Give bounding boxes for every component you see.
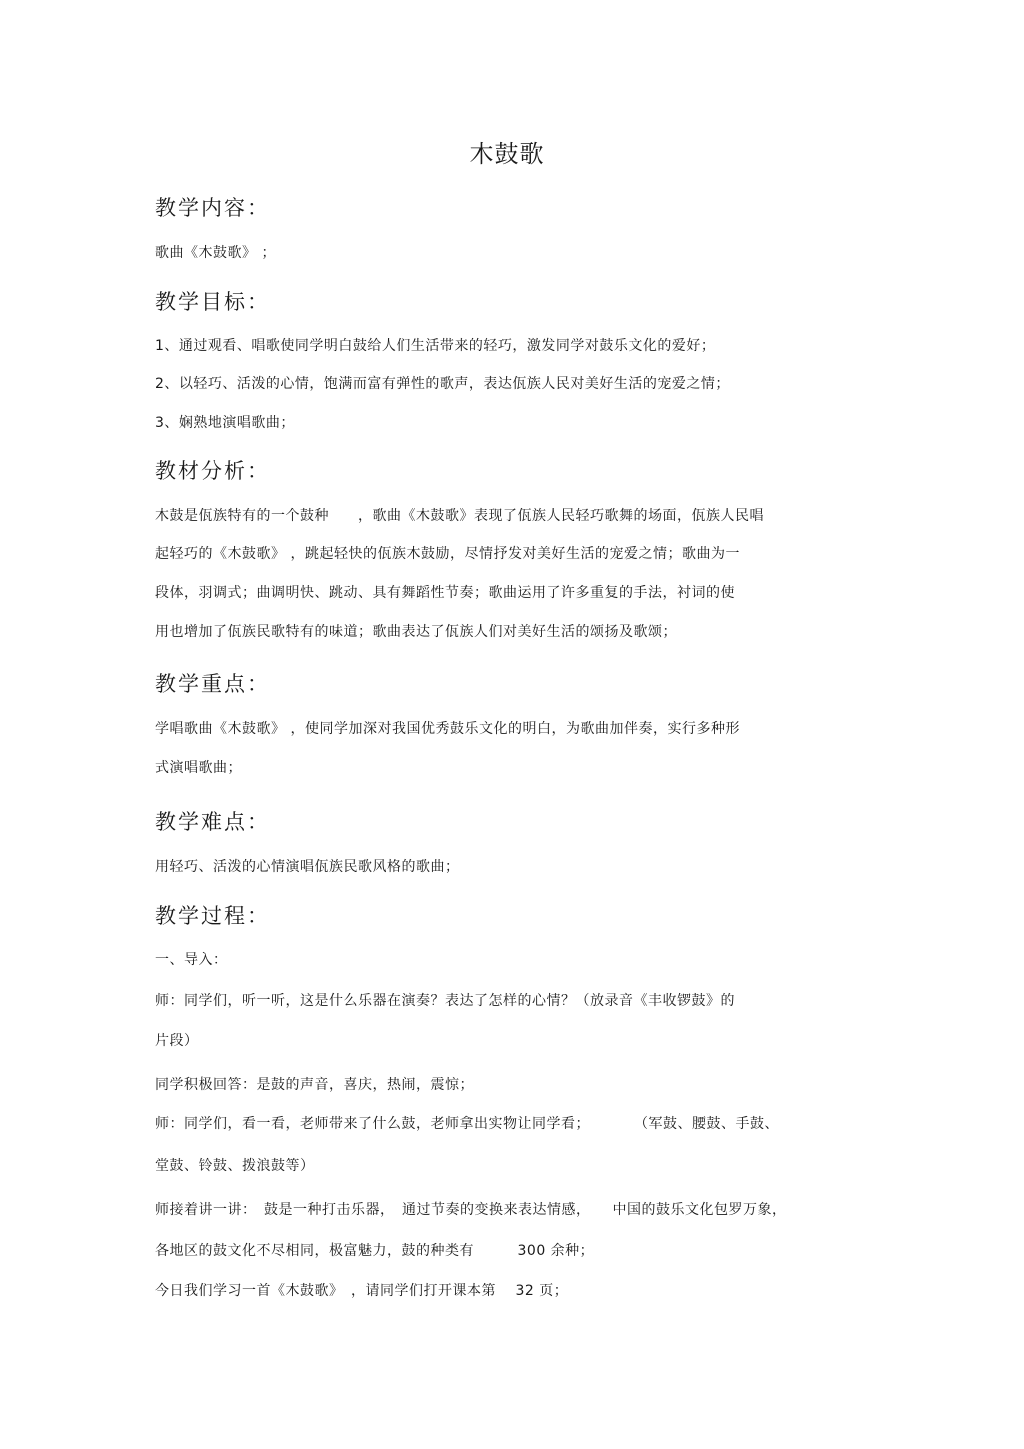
section-heading-teaching-goals: 教学目标： [155, 290, 270, 314]
paragraph: 各地区的鼓文化不尽相同，极富魅力，鼓的种类有 300 余种； [155, 1243, 595, 1259]
paragraph: 用轻巧、活泼的心情演唱佤族民歌风格的歌曲； [155, 859, 460, 875]
paragraph: 同学积极回答：是鼓的声音，喜庆，热闹，震惊； [155, 1077, 474, 1093]
section-heading-teaching-content: 教学内容： [155, 196, 270, 220]
paragraph: 师：同学们，听一听，这是什么乐器在演奏？表达了怎样的心情？（放录音《丰收锣鼓》的 [155, 993, 735, 1009]
section-heading-material-analysis: 教材分析： [155, 459, 270, 483]
paragraph: 1、通过观看、唱歌使同学明白鼓给人们生活带来的轻巧，激发同学对鼓乐文化的爱好； [155, 338, 716, 354]
paragraph: 2、以轻巧、活泼的心情，饱满而富有弹性的歌声，表达佤族人民对美好生活的宠爱之情； [155, 376, 730, 392]
section-heading-difficult-points: 教学难点： [155, 810, 270, 834]
document-title: 木鼓歌 [469, 140, 545, 168]
paragraph: 3、娴熟地演唱歌曲； [155, 415, 295, 431]
section-heading-key-points: 教学重点： [155, 672, 270, 696]
paragraph: 片段） [155, 1033, 199, 1049]
paragraph: 段体，羽调式；曲调明快、跳动、具有舞蹈性节奏；歌曲运用了许多重复的手法，衬词的使 [155, 585, 735, 601]
paragraph: 师接着讲一讲： 鼓是一种打击乐器， 通过节奏的变换来表达情感， 中国的鼓乐文化包罗万象， [155, 1202, 787, 1218]
paragraph: 用也增加了佤族民歌特有的味道；歌曲表达了佤族人们对美好生活的颂扬及歌颂； [155, 624, 677, 640]
paragraph: 一、导入： [155, 952, 228, 968]
paragraph: 师：同学们，看一看，老师带来了什么鼓，老师拿出实物让同学看； （军鼓、腰鼓、手鼓、 [155, 1116, 779, 1132]
paragraph: 歌曲《木鼓歌》 ； [155, 245, 276, 261]
paragraph: 木鼓是佤族特有的一个鼓种 ，歌曲《木鼓歌》表现了佤族人民轻巧歌舞的场面，佤族人民唱 [155, 508, 764, 524]
paragraph: 起轻巧的《木鼓歌》 ，跳起轻快的佤族木鼓励，尽情抒发对美好生活的宠爱之情；歌曲为一 [155, 546, 740, 562]
paragraph: 式演唱歌曲； [155, 760, 242, 776]
paragraph: 今日我们学习一首《木鼓歌》 ，请同学们打开课本第 32 页； [155, 1283, 569, 1299]
paragraph: 堂鼓、铃鼓、拨浪鼓等） [155, 1158, 315, 1174]
section-heading-teaching-process: 教学过程： [155, 904, 270, 928]
paragraph: 学唱歌曲《木鼓歌》 ，使同学加深对我国优秀鼓乐文化的明白，为歌曲加伴奏，实行多种形 [155, 721, 740, 737]
